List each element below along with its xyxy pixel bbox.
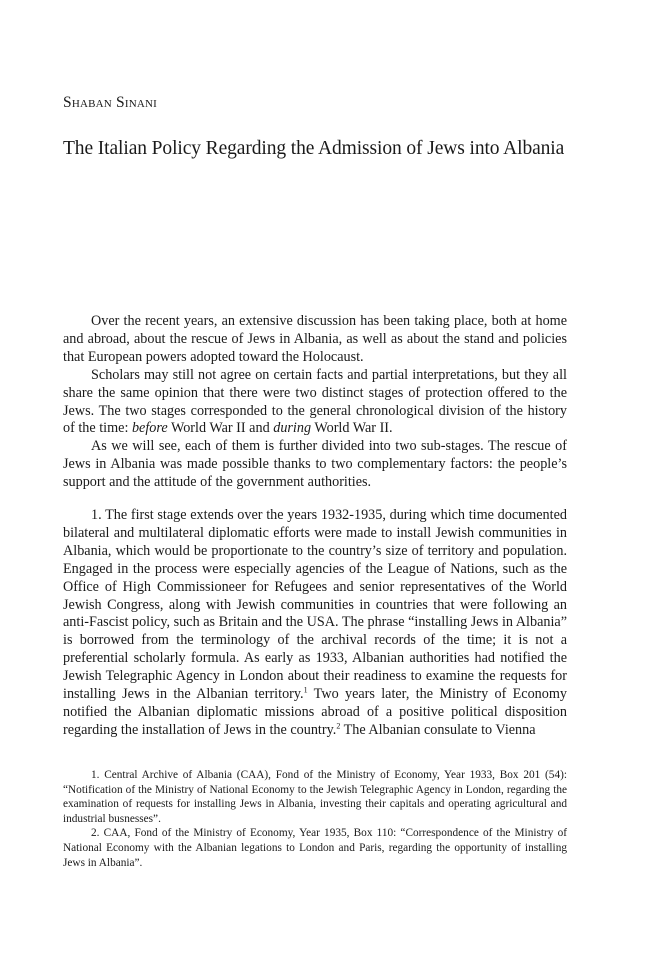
intro-paragraph-2-text-c: World War II. — [311, 420, 393, 437]
emphasis-before: before — [131, 420, 168, 437]
footnote-ref-1[interactable]: 1 — [303, 685, 308, 695]
section-1 — [63, 507, 567, 740]
intro-paragraph-1: Over the recent years, an extensive discussion has been taking place, both at home and abroad, about the rescue of Jews in Albania, as well as about the stand and policies that European powers adopted toward the Holocaust. — [63, 313, 567, 365]
section-1-paragraph — [63, 507, 567, 740]
intro-paragraph-3: As we will see, each of them is further divided into two sub-stages. The rescue of Jews in Albania was made possible thanks to two complementary factors: the people’s support and the attitude of the government authorities. — [63, 438, 567, 491]
emphasis-during: during — [273, 420, 312, 437]
author-name: Shaban Sinani — [63, 94, 157, 111]
footnote-1: 1. Central Archive of Albania (CAA), Fond of the Ministry of Economy, Year 1933, Box 201 (54): “Notification of the Ministry of National Economy to the Jewish Telegraphic Agency in London, regarding the examination of requests for installing Jews in Albania, investing their capitals and operating agricultural and industrial busnesses”. — [63, 769, 567, 825]
intro-paragraph-2-text-b: World War II and — [167, 420, 274, 437]
section-1-text-a: 1. The first stage extends over the years 1932-1935, during which time documented bilateral and multilateral diplomatic efforts were made to install Jewish communities in Albania, which would be proportionate to the country’s size of territory and population. Engaged in the process were especially agencies of the League of Nations, such as the Office of High Commissioneer for Refugees and senior representatives of the World Jewish Congress, along with Jewish communities in countries that were following an anti-Fascist policy, such as Britain and the USA. The phrase “installing Jews in Albania” is borrowed from the terminology of the archival records of the time; it is not a preferential scholarly formula. As early as 1933, Albanian authorities had notified the Jewish Telegraphic Agency in London about their readiness to examine the requests for installing Jews in the Albanian territory. — [63, 507, 567, 703]
intro-paragraph-2-text-a: Scholars may still not agree on certain facts and partial interpretations, but they all share the same opinion that there were two distinct stages of protection offered to the Jews. The two stages corresponded to the general chronological division of the history of the time: — [63, 366, 567, 437]
footnotes — [63, 768, 567, 870]
footnote-2: 2. CAA, Fond of the Ministry of Economy, Year 1935, Box 110: “Correspondence of the Ministry of National Economy with the Albanian legations to London and Paris, regarding the opportunity of installing Jews in Albania”. — [63, 827, 567, 869]
section-1-text-b: Two years later, the Ministry of Economy notified the Albanian diplomatic missions abroad of a positive political disposition regarding the installation of Jews in the country. — [63, 686, 567, 738]
section-1-text-c: The Albanian consulate to Vienna — [340, 721, 536, 738]
footnote-ref-2[interactable]: 2 — [336, 721, 341, 731]
article-title: The Italian Policy Regarding the Admission of Jews into Albania — [63, 138, 565, 159]
intro-section — [63, 313, 567, 492]
intro-paragraph-2 — [63, 367, 567, 439]
